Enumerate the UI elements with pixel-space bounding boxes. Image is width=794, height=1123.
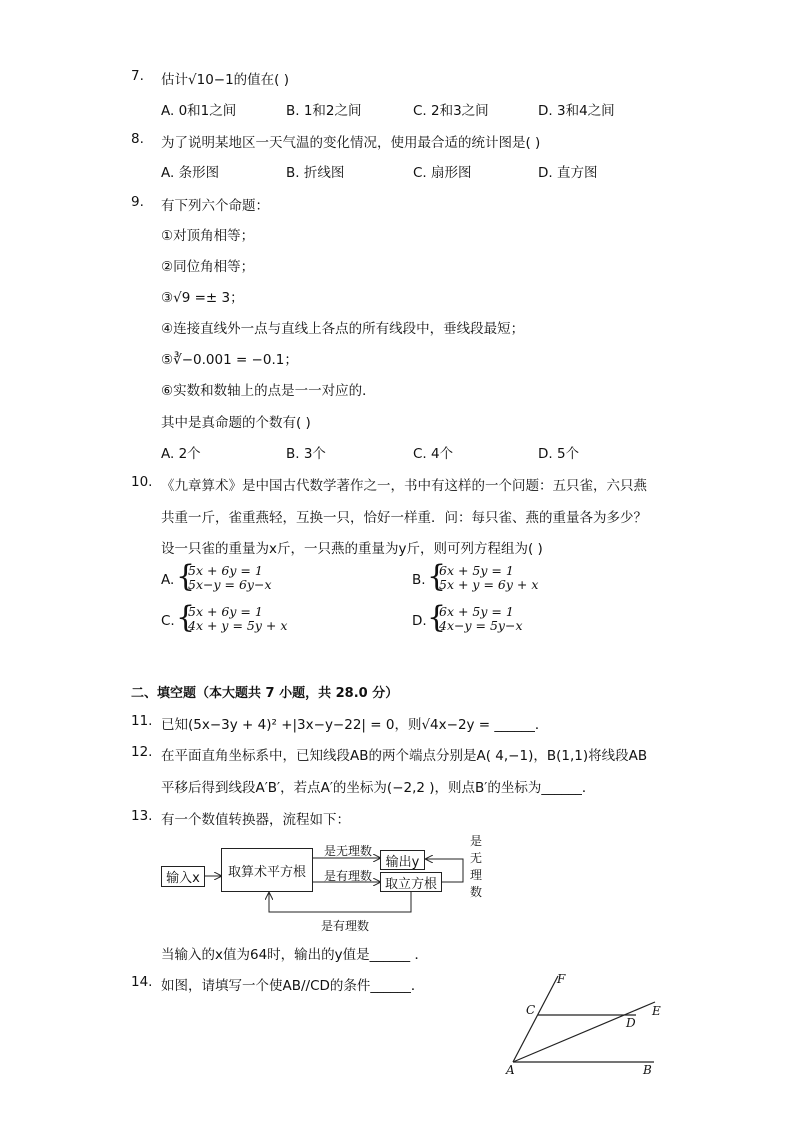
q10-option-c-label: C. xyxy=(161,613,175,629)
q10-option-a-eq1: 5x + 6y = 1 xyxy=(188,563,263,578)
brace-icon: { xyxy=(176,559,196,594)
q9-item-3: ③√9 =± 3； xyxy=(161,290,244,306)
q9-option-b: B. 3个 xyxy=(286,446,326,462)
q9-item-5: ⑤∛−0.001 = −0.1； xyxy=(161,352,298,368)
brace-icon: { xyxy=(176,600,196,635)
q11-stem: 已知(5x−3y + 4)² +|3x−y−22| = 0，则√4x−2y = ______． xyxy=(161,717,549,733)
q10-option-c-eq1: 5x + 6y = 1 xyxy=(188,604,263,619)
q7-option-c: C. 2和3之间 xyxy=(413,103,489,119)
point-label-a: A xyxy=(506,1063,515,1077)
q12-line-2: 平移后得到线段A′B′，若点A′的坐标为(−2,2 )，则点B′的坐标为______． xyxy=(161,780,596,796)
flow-side-char-2: 无 xyxy=(470,851,483,865)
q11-number: 11. xyxy=(131,713,153,729)
q9-option-c: C. 4个 xyxy=(413,446,454,462)
brace-icon: { xyxy=(427,600,447,635)
point-label-c: C xyxy=(526,1003,536,1017)
q7-option-a: A. 0和1之间 xyxy=(161,103,237,119)
q9-option-d: D. 5个 xyxy=(538,446,580,462)
point-label-d: D xyxy=(626,1016,636,1030)
q8-option-b: B. 折线图 xyxy=(286,165,345,181)
q13-stem: 有一个数值转换器，流程如下： xyxy=(161,812,350,828)
point-label-b: B xyxy=(643,1063,652,1077)
q9-question: 其中是真命题的个数有( ) xyxy=(161,415,311,431)
q9-item-2: ②同位角相等； xyxy=(161,259,255,275)
point-label-f: F xyxy=(557,972,566,986)
flow-label-irrational: 是无理数 xyxy=(324,844,373,858)
q10-option-b-eq2: 5x + y = 6y + x xyxy=(439,577,539,592)
flow-cube-root-box: 取立方根 xyxy=(380,872,442,892)
q7-stem: 估计√10−1的值在( ) xyxy=(161,72,290,88)
q8-stem: 为了说明某地区一天气温的变化情况，使用最合适的统计图是( ) xyxy=(161,135,541,151)
q9-item-6: ⑥实数和数轴上的点是一一对应的． xyxy=(161,383,376,399)
q10-option-b-eq1: 6x + 5y = 1 xyxy=(439,563,514,578)
flow-side-char-4: 数 xyxy=(470,885,483,899)
flow-output-box: 输出y xyxy=(380,850,425,870)
q10-option-c-eq2: 4x + y = 5y + x xyxy=(188,618,288,633)
q10-option-d-label: D. xyxy=(412,613,427,629)
q9-number: 9. xyxy=(131,194,144,210)
q10-line-2: 共重一斤，雀重燕轻，互换一只，恰好一样重．问：每只雀、燕的重量各为多少？ xyxy=(161,510,647,526)
q10-option-a-eq2: 5x−y = 6y−x xyxy=(188,577,272,592)
q9-item-1: ①对顶角相等； xyxy=(161,228,255,244)
q10-option-d-eq1: 6x + 5y = 1 xyxy=(439,604,514,619)
q8-number: 8. xyxy=(131,131,144,147)
flow-label-rational-bottom: 是有理数 xyxy=(321,919,370,933)
q12-line-1: 在平面直角坐标系中，已知线段AB的两个端点分别是A( 4,−1)，B(1,1)将线段AB xyxy=(161,748,648,764)
q7-option-d: D. 3和4之间 xyxy=(538,103,615,119)
brace-icon: { xyxy=(427,559,447,594)
flow-side-char-1: 是 xyxy=(470,834,483,848)
flow-input-box: 输入x xyxy=(161,866,205,887)
q9-item-4: ④连接直线外一点与直线上各点的所有线段中，垂线段最短； xyxy=(161,321,525,337)
q8-option-a: A. 条形图 xyxy=(161,165,220,181)
flow-sqrt-box: 取算术平方根 xyxy=(221,848,313,892)
q13-number: 13. xyxy=(131,808,153,824)
q14-stem: 如图，请填写一个使AB//CD的条件______． xyxy=(161,978,425,994)
flow-side-char-3: 理 xyxy=(470,868,483,882)
q8-option-c: C. 扇形图 xyxy=(413,165,472,181)
q8-option-d: D. 直方图 xyxy=(538,165,598,181)
q10-number: 10. xyxy=(131,474,153,490)
q10-option-b-label: B. xyxy=(412,572,426,588)
q10-option-d-eq2: 4x−y = 5y−x xyxy=(439,618,523,633)
flow-label-rational: 是有理数 xyxy=(324,869,373,883)
q10-line-1: 《九章算术》是中国古代数学著作之一，书中有这样的一个问题：五只雀，六只燕 xyxy=(161,478,647,494)
q9-stem: 有下列六个命题： xyxy=(161,198,269,214)
q10-line-3: 设一只雀的重量为x斤，一只燕的重量为y斤，则可列方程组为( ) xyxy=(161,541,543,557)
q7-option-b: B. 1和2之间 xyxy=(286,103,362,119)
point-label-e: E xyxy=(652,1004,661,1018)
q10-option-a-label: A. xyxy=(161,572,175,588)
q13-question: 当输入的x值为64时，输出的y值是______ ． xyxy=(161,947,428,963)
q14-number: 14. xyxy=(131,974,153,990)
q9-option-a: A. 2个 xyxy=(161,446,201,462)
section-heading: 二、填空题（本大题共 7 小题，共 28.0 分） xyxy=(131,686,399,701)
q7-number: 7. xyxy=(131,68,144,84)
q12-number: 12. xyxy=(131,744,153,760)
